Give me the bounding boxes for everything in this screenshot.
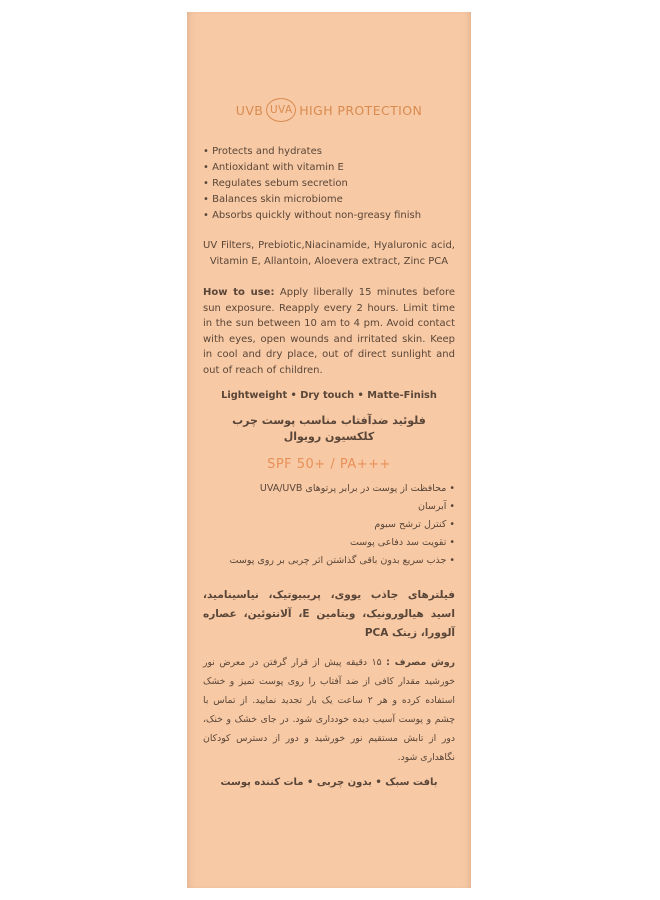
english-how-to-use [203, 285, 455, 378]
product-box-side-panel [187, 12, 471, 888]
spf-rating: SPF 50+ / PA+++ [267, 457, 391, 472]
persian-benefits-list [203, 480, 455, 570]
high-protection-label: HIGH PROTECTION [299, 102, 423, 118]
list-item: • کنترل ترشح سبوم [203, 516, 455, 534]
list-item: • تقویت سد دفاعی پوست [203, 534, 455, 552]
protection-headline [203, 98, 455, 122]
uva-badge: UVA [266, 98, 296, 122]
list-item: • Absorbs quickly without non-greasy finish [203, 208, 455, 224]
persian-title-line-1: فلوئید ضدآفتاب مناسب پوست چرب [232, 414, 426, 427]
english-ingredients: UV Filters, Prebiotic,Niacinamide, Hyaluronic acid, Vitamin E, Allantoin, Aloevera extract, Zinc PCA [203, 240, 455, 267]
packaging-text [203, 98, 455, 788]
english-features: Lightweight • Dry touch • Matte-Finish [221, 390, 437, 401]
list-item: • جذب سریع بدون باقی گذاشتن اثر چربی بر روی پوست [203, 552, 455, 570]
persian-features: بافت سبک • بدون چربی • مات کننده پوست [220, 777, 438, 788]
persian-how-to-use [203, 653, 455, 767]
persian-how-to-use-label: روش مصرف : [386, 657, 455, 668]
list-item: • Antioxidant with vitamin E [203, 160, 455, 176]
list-item: • Balances skin microbiome [203, 192, 455, 208]
uvb-label: UVB [235, 102, 264, 118]
english-benefits-list [203, 144, 455, 224]
persian-ingredients: فیلترهای جاذب یووی، پریبیوتیک، نیاسینامید، اسید هیالورونیک، ویتامین E، آلانتوئین، عصاره آلوورا، زینک PCA [203, 589, 455, 639]
list-item: • آبرسان [203, 498, 455, 516]
persian-title-line-2: کلکسیون رویوال [283, 430, 375, 443]
how-to-use-text: Apply liberally 15 minutes before sun exposure. Reapply every 2 hours. Limit time in the sun between 10 am to 4 pm. Avoid contact with eyes, open wounds and irritated skin. Keep in cool and dry place, out of direct sunlight and out of reach of children. [203, 287, 455, 376]
list-item: • محافظت از پوست در برابر پرتوهای UVA/UVB [203, 480, 455, 498]
how-to-use-label: How to use: [203, 287, 275, 298]
list-item: • Protects and hydrates [203, 144, 455, 160]
list-item: • Regulates sebum secretion [203, 176, 455, 192]
persian-product-title [203, 413, 455, 445]
persian-how-to-use-text: ۱۵ دقیقه پیش از قرار گرفتن در معرض نور خورشید مقدار کافی از ضد آفتاب را روی پوست تمیز و خشک استفاده کرده و هر ۲ ساعت یک بار تجدید نمایید. از تماس با چشم و پوست آسیب دیده خودداری شود. در جای خشک و خنک، دور از تابش مستقیم نور خورشید و دور از دسترس کودکان نگاهداری شود. [203, 657, 455, 763]
